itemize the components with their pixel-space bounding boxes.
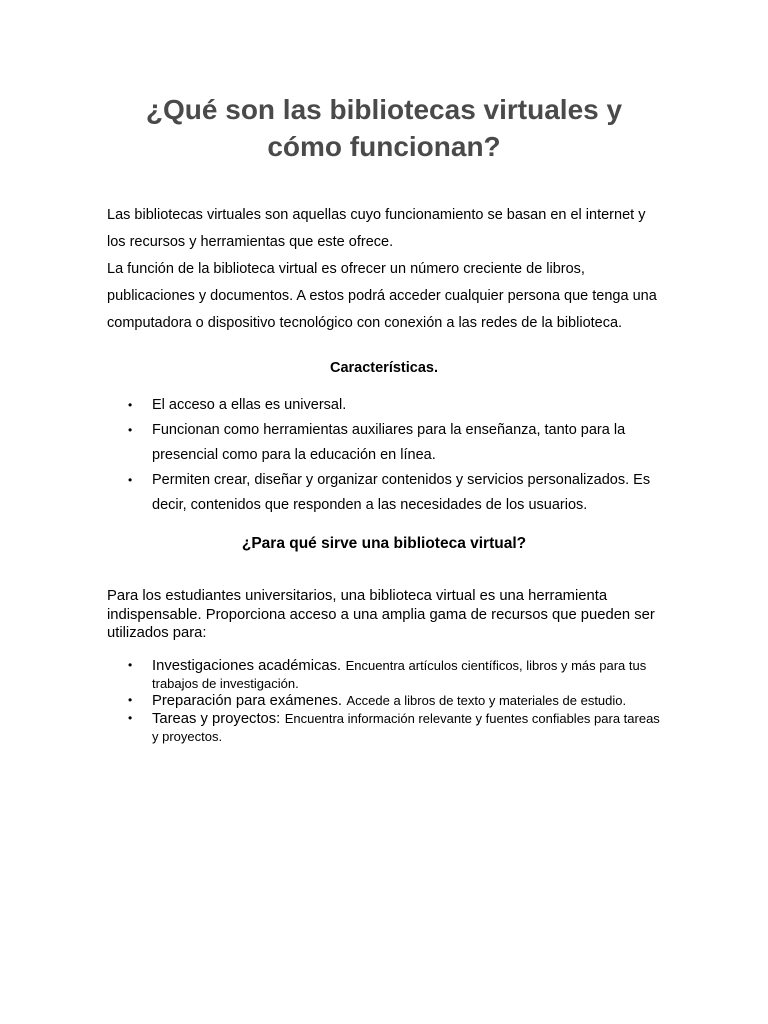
list-item-text: Funcionan como herramientas auxiliares para la enseñanza, tanto para la presencial como para la educación en línea. — [152, 422, 626, 463]
intro-section — [107, 202, 667, 337]
list-item — [107, 692, 667, 710]
intro-paragraph: Las bibliotecas virtuales son aquellas cuyo funcionamiento se basan en el internet y los recursos y herramientas que este ofrece. — [107, 207, 646, 250]
list-item — [107, 468, 667, 518]
bullet-icon: • — [128, 423, 133, 437]
bullet-icon: • — [128, 658, 133, 672]
list-item — [107, 710, 667, 745]
document-title: ¿Qué son las bibliotecas virtuales y cómo funcionan? — [145, 94, 623, 162]
list-item-text: Permiten crear, diseñar y organizar contenidos y servicios personalizados. Es decir, contenidos que responden a las necesidades de los usuarios. — [152, 472, 651, 513]
bullet-icon: • — [128, 711, 133, 725]
purpose-paragraph: Para los estudiantes universitarios, una biblioteca virtual es una herramienta indispensable. Proporciona acceso a una amplia gama de recursos que pueden ser utilizados para: — [107, 588, 655, 641]
list-item-description: Encuentra artículos científicos, libros y más para tus trabajos de investigación. — [152, 658, 647, 691]
uses-list — [107, 657, 667, 745]
list-item-description: Accede a libros de texto y materiales de estudio. — [346, 693, 627, 708]
list-item — [107, 393, 667, 418]
bullet-icon: • — [128, 473, 133, 487]
bullet-icon: • — [128, 398, 133, 412]
characteristics-list — [107, 393, 667, 518]
list-item-lead: Investigaciones académicas. — [152, 658, 342, 674]
list-item-description: Encuentra información relevante y fuentes confiables para tareas y proyectos. — [152, 711, 660, 744]
intro-paragraph: La función de la biblioteca virtual es ofrecer un número creciente de libros, publicaciones y documentos. A estos podrá acceder cualquier persona que tenga una computadora o dispositivo tecnológico con conexión a las redes de la biblioteca. — [107, 261, 657, 331]
list-item — [107, 418, 667, 468]
characteristics-heading: Características. — [329, 360, 438, 376]
list-item — [107, 657, 667, 692]
purpose-heading: ¿Para qué sirve una biblioteca virtual? — [241, 535, 527, 552]
bullet-icon: • — [128, 693, 133, 707]
list-item-lead: Tareas y proyectos: — [152, 711, 281, 727]
list-item-lead: Preparación para exámenes. — [152, 693, 343, 709]
list-item-text: El acceso a ellas es universal. — [152, 397, 347, 413]
